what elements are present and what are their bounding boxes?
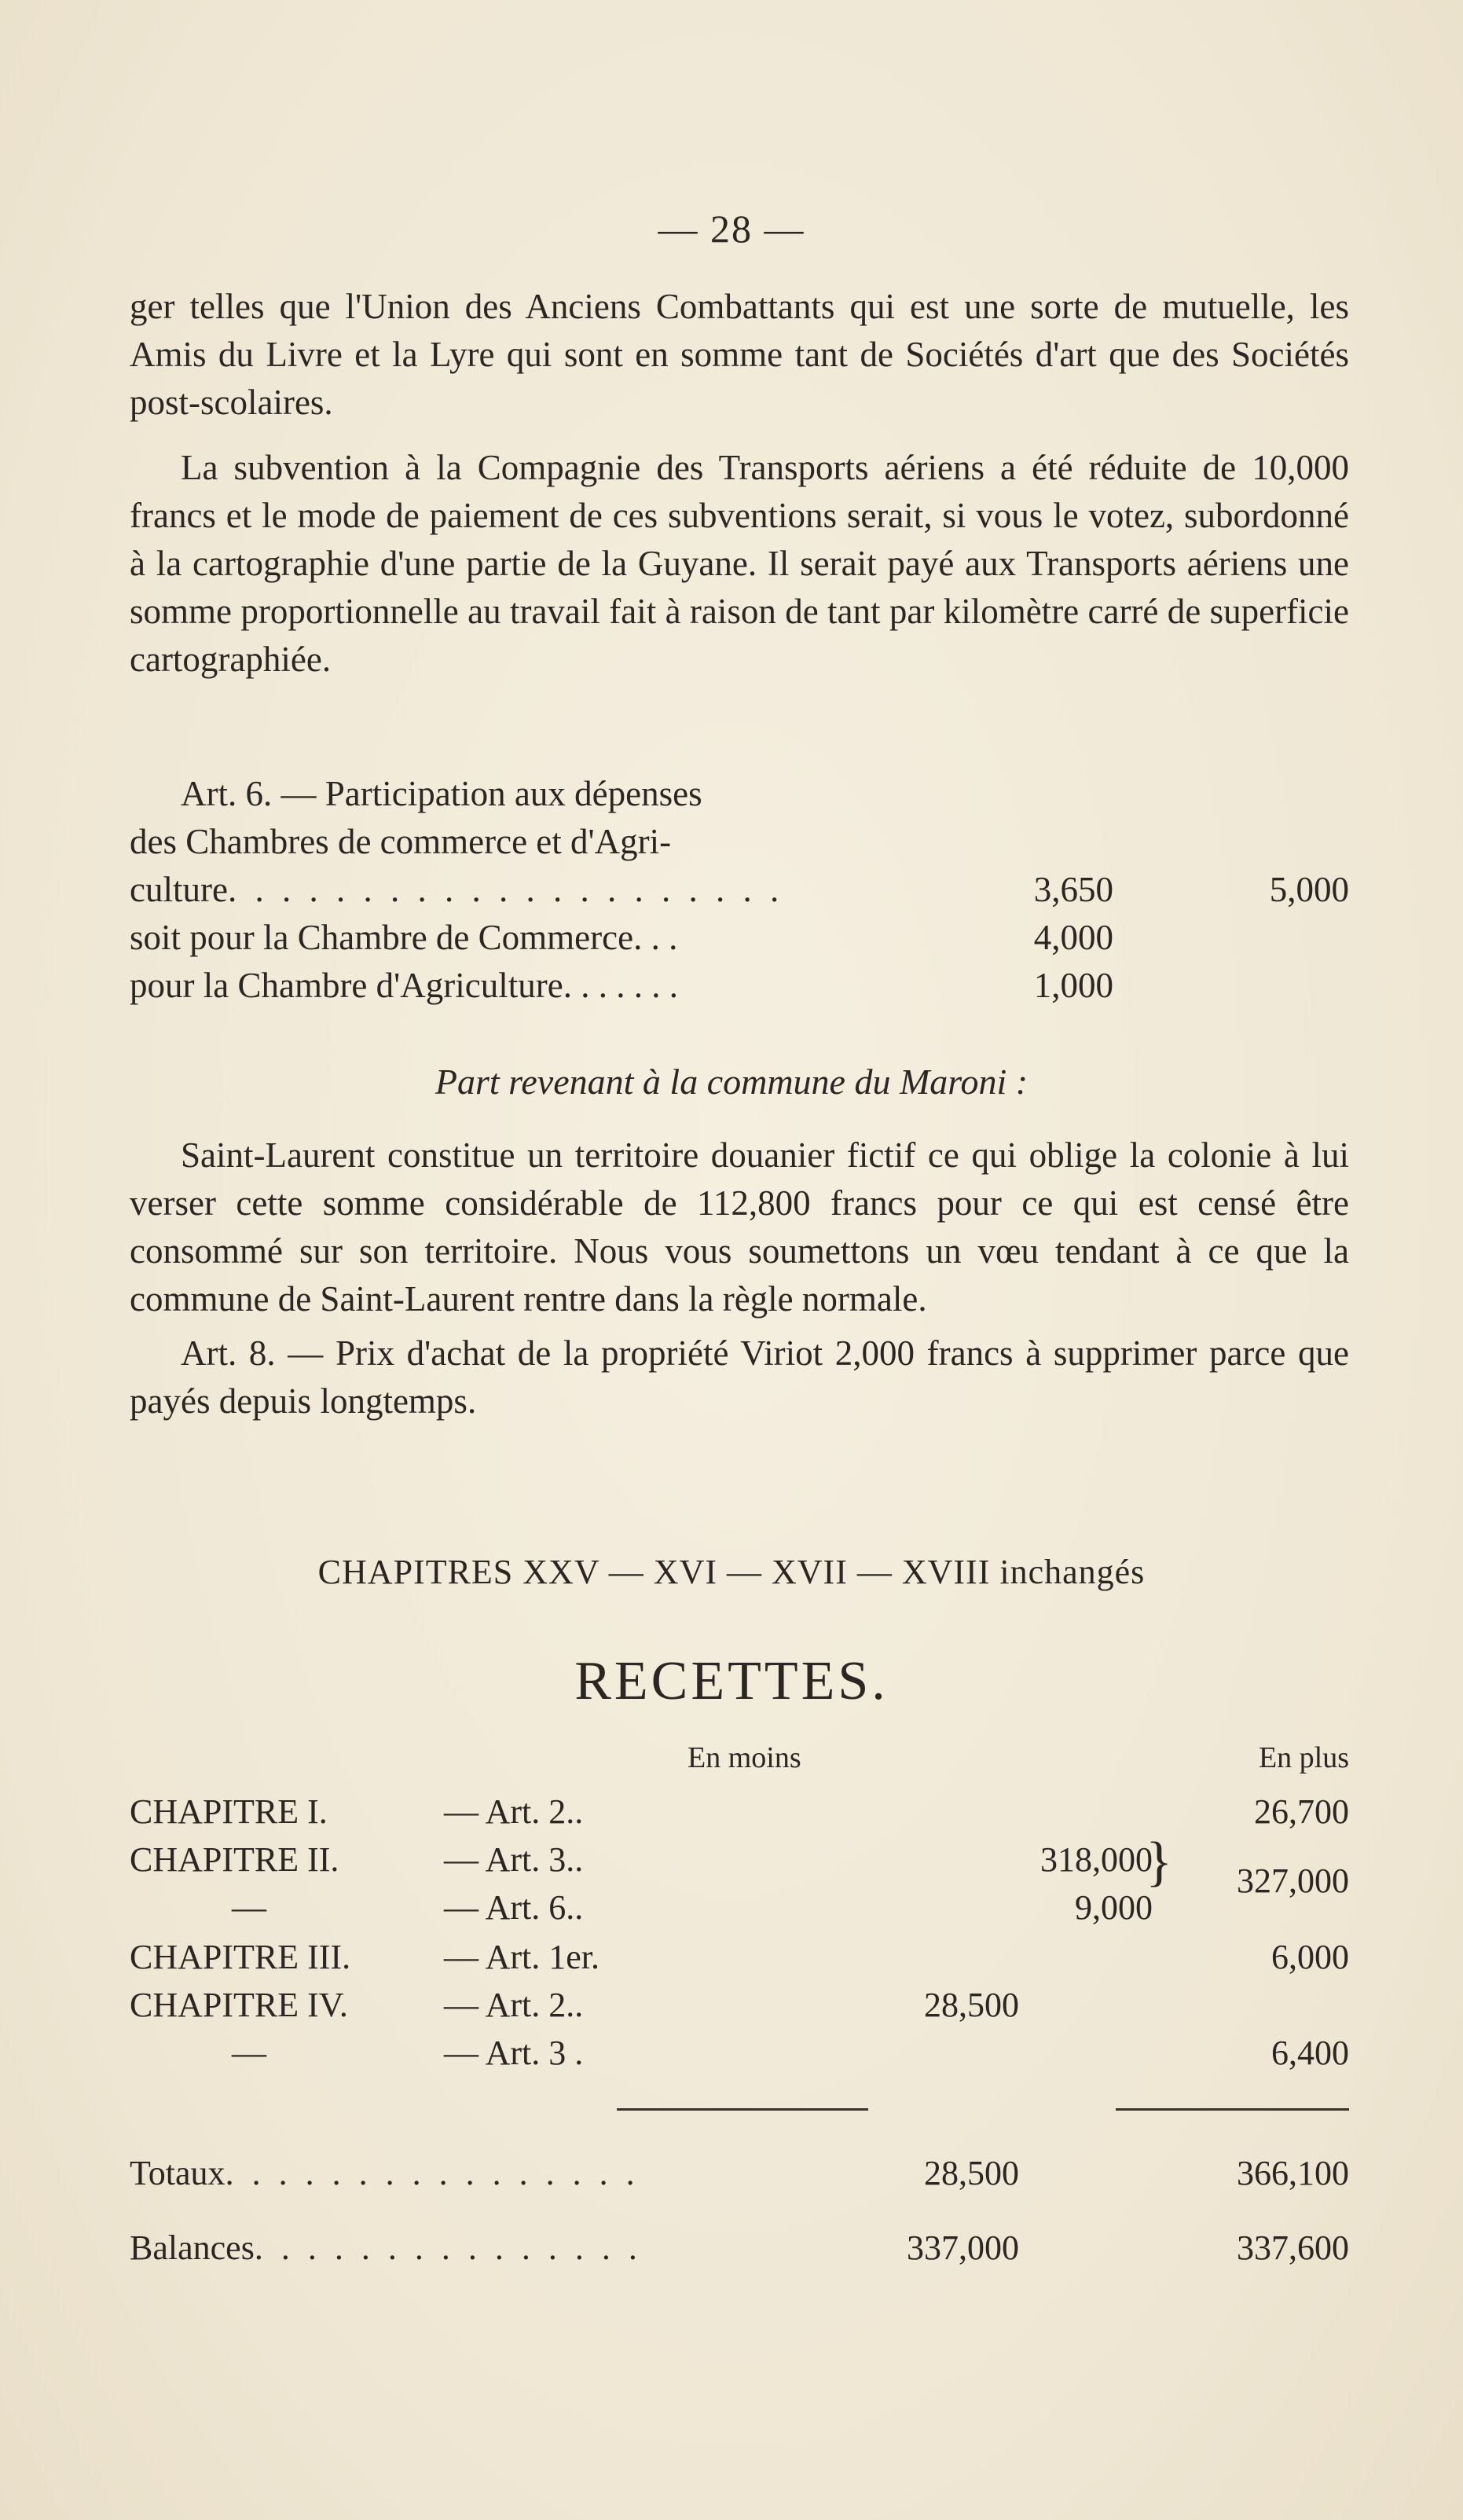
paragraph-3: Saint-Laurent constitue un territoire douanier fictif ce qui oblige la colonie à lui verser cette somme considérable de 112,800 francs pour ce qui est censé être consommé sur son territoire. Nous vous soumettons un vœu tendant à ce que la commune de Saint-Laurent rentre dans la règle normale. [130,1135,1349,1319]
chapitres-unchanged-line: CHAPITRES XXV — XVI — XVII — XVIII inchangés [317,1553,1146,1591]
balances-label: Balances. . . . . . . . . . . . . . . [130,2228,642,2267]
column-header-moins: En moins [688,1741,801,1774]
row-chapter: CHAPITRE IV. [130,1986,348,2024]
article-6-commerce-value: 4,000 [1033,918,1113,957]
article-6-line-2 [130,818,1349,866]
article-6-block [130,770,1349,1010]
article-6-line-2-text: des Chambres de commerce et d'Agri- [130,822,672,861]
row-article: — Art. 2.. [444,1792,584,1831]
balances-moins: 337,000 [907,2228,1019,2267]
row-article: — Art. 6.. [444,1888,584,1927]
table-row [130,2033,1349,2081]
table-row [130,1887,1349,1935]
article-6-culture-label: culture. . . . . . . . . . . . . . . . . . . . . [130,870,784,909]
recettes-table [130,1741,1349,2291]
article-6-line-5 [130,962,1349,1010]
table-row [130,1937,1349,1985]
row-mid-value: 318,000 [1040,1840,1153,1879]
totals-plus: 366,100 [1237,2154,1349,2192]
article-6-title: Art. 6. — Participation aux dépenses [181,774,702,813]
article-6-agriculture-label: pour la Chambre d'Agriculture. . . . . . . [130,966,678,1005]
row-chapter: CHAPITRE III. [130,1938,351,1976]
row-chapter: CHAPITRE I. [130,1792,328,1831]
paragraph-1: ger telles que l'Union des Anciens Combattants qui est une sorte de mutuelle, les Amis du Livre et la Lyre qui sont en somme tant de Sociétés d'art que des Sociétés post-scolaires. [130,287,1349,422]
row-article: — Art. 1er. [444,1938,600,1976]
article-6-line-4 [130,914,1349,962]
balances-row [130,2228,1349,2276]
row-moins: 28,500 [924,1986,1019,2024]
page-number: — 28 — [658,207,805,251]
body-text-block-2 [130,1132,1349,1425]
recettes-title: RECETTES. [574,1651,889,1711]
article-6-line-1 [130,770,1349,818]
row-article: — Art. 3.. [444,1840,584,1879]
table-row [130,1985,1349,2033]
row-article: — Art. 3 . [444,2034,584,2072]
totals-row [130,2153,1349,2201]
article-6-agriculture-value: 1,000 [1033,966,1113,1005]
row-plus: 26,700 [1254,1792,1349,1831]
body-text-block-1 [130,283,1349,684]
article-6-line-3 [130,866,1349,914]
row-mid-value: 9,000 [1075,1888,1153,1927]
article-6-culture-total: 5,000 [1269,870,1349,909]
totals-moins: 28,500 [924,2154,1019,2192]
rule-moins [617,2108,868,2111]
row-ditto-dash: — [232,2034,266,2072]
row-plus: 6,400 [1271,2034,1349,2072]
totals-label: Totaux. . . . . . . . . . . . . . . . [130,2154,640,2192]
brace-total: 327,000 [1237,1862,1349,1900]
row-plus: 6,000 [1271,1938,1349,1976]
column-header-plus: En plus [1258,1741,1349,1774]
paragraph-2: La subvention à la Compagnie des Transports aériens a été réduite de 10,000 francs et le mode de paiement de ces subventions serait, si vous le votez, subordonné à la cartographie d'une partie de la Guyane. Il serait payé aux Transports aériens une somme proportionnelle au travail fait à raison de tant par kilomètre carré de superficie cartographiée. [130,448,1349,679]
row-ditto-dash: — [232,1888,266,1927]
article-6-commerce-label: soit pour la Chambre de Commerce. . . [130,918,678,957]
row-article: — Art. 2.. [444,1986,584,2024]
row-chapter: CHAPITRE II. [130,1840,339,1879]
paragraph-4: Art. 8. — Prix d'achat de la propriété Viriot 2,000 francs à supprimer parce que payés depuis longtemps. [130,1333,1349,1421]
subheading-maroni: Part revenant à la commune du Maroni : [434,1062,1028,1102]
balances-plus: 337,600 [1237,2228,1349,2267]
article-6-culture-value: 3,650 [1033,870,1113,909]
brace-icon: } [1146,1832,1172,1892]
rule-plus [1116,2108,1349,2111]
